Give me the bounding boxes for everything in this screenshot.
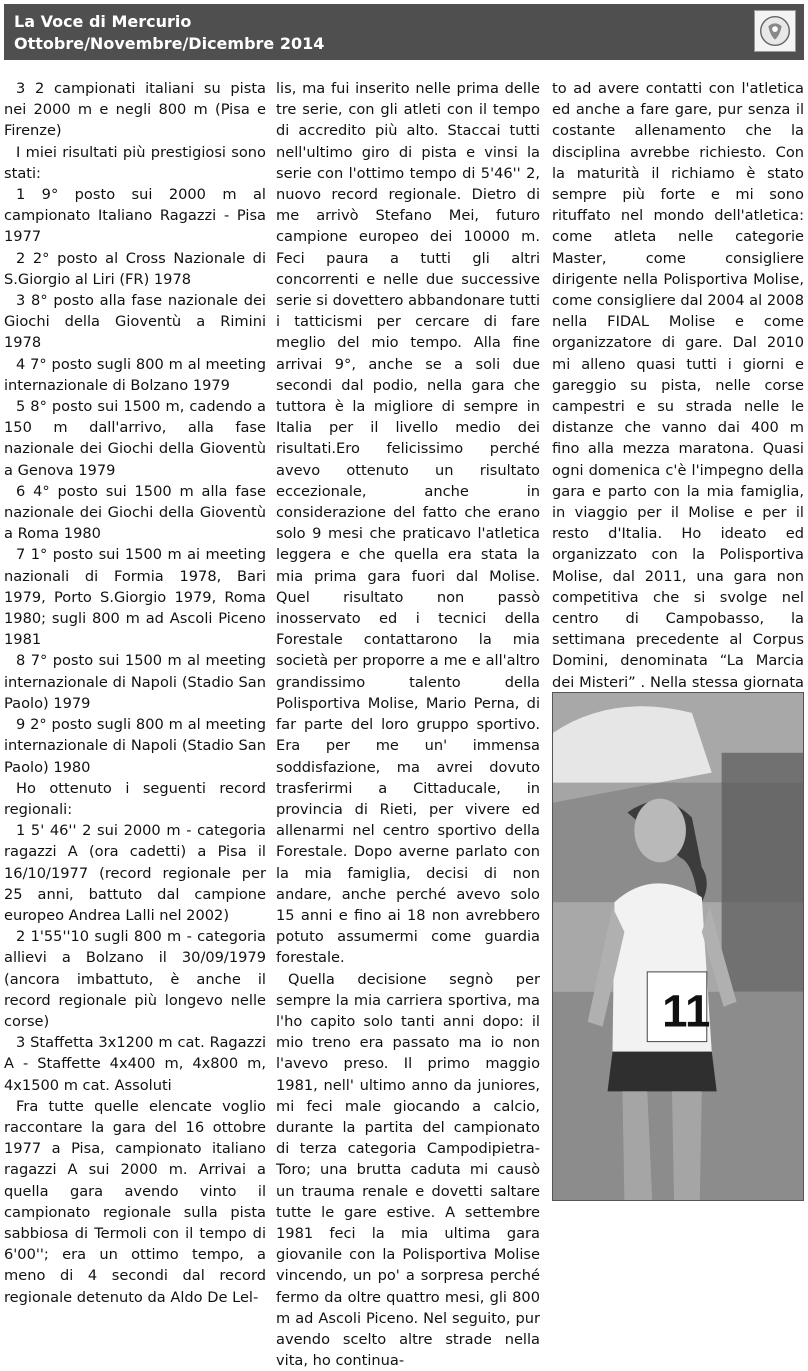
article-paragraph: to ad avere contatti con l'atletica ed anche a fare gare, pur senza il costante allenamento che la disciplina avrebbe richiesto. Con la maturità il richiamo è stato sempre più forte e mi sono rituffato nel mondo dell'atletica: come atleta nelle categorie Master, come consigliere dirigente nella Polisportiva Molise, come consigliere dal 2004 al 2008 nella FIDAL Molise e come organizzatore di gare. Dal 2010 mi alleno quasi tutti i giorni e gareggio su pista, nelle corse campestri e su strada nelle le distanze che vanno dai 400 m fino alla mezza maratona. Quasi ogni domenica c'è l'impegno della gara e parto con la mia famiglia, in viaggio per il Molise e per il resto d'Italia. Ho ideato ed organizzato con la Polisportiva Molise, dal 2011, una gara non competitiva che si svolge nel centro di Campobasso, la settimana precedente al Corpus Domini, denominata “La Marcia dei Misteri” . Nella stessa giornata: [552, 80, 804, 691]
article-paragraph: 1 9° posto sui 2000 m al campionato Italiano Ragazzi - Pisa 1977: [4, 186, 266, 246]
article-paragraph: 2 1'55''10 sugli 800 m - categoria allievi a Bolzano il 30/09/1979 (ancora imbattuto, è anche il record regionale più longevo nelle corse): [4, 928, 266, 1030]
article-paragraph: 3 8° posto alla fase nazionale dei Giochi della Gioventù a Rimini 1978: [4, 292, 266, 352]
runner-photo-icon: [552, 692, 804, 1201]
article-paragraph: 8 7° posto sui 1500 m al meeting internazionale di Napoli (Stadio San Paolo) 1979: [4, 652, 266, 712]
article-paragraph: 3 2 campionati italiani su pista nei 2000 m e negli 800 m (Pisa e Firenze): [4, 80, 266, 140]
bib-number: 11: [662, 985, 711, 1037]
article-paragraph: lis, ma fui inserito nelle prima delle tre serie, con gli atleti con il tempo di accredito più alto. Staccai tutti nell'ultimo giro di pista e vinsi la serie con l'ottimo tempo di 5'46'' 2, nuovo record regionale. Dietro di me arrivò Stefano Mei, futuro campione europeo dei 10000 m. Feci paura a tutti gli altri concorrenti e nelle due successive serie si dovettero abbandonare tutti i tatticismi per cercare di fare meglio del mio tempo. Alla fine arrivai 9°, anche se a soli due secondi dal podio, nella gara che tuttora è la migliore di sempre in Italia per il livello medio dei risultati.Ero felicissimo perché avevo ottenuto un risultato eccezionale, anche in considerazione del fatto che erano solo 9 mesi che praticavo l'atletica leggera e che quella era stata la mia prima gara fuori dal Molise. Quel risultato non passò inosservato ed i tecnici della Forestale contattarono la mia società per proporre a me e all'altro grandissimo talento della Polisportiva Molise, Mario Perna, di far parte del loro gruppo sportivo. Era per me un' immensa soddisfazione, ma avrei dovuto trasferirmi a Cittaducale, in provincia di Rieti, per vivere ed allenarmi nel centro sportivo della Forestale. Dopo averne parlato con la mia famiglia, decisi di non andare, anche perché avevo solo 15 anni e fino ai 18 non avrebbero potuto assumermi come guardia forestale.: [276, 80, 540, 967]
article-column-2: [276, 78, 540, 1371]
issue-date: Ottobre/Novembre/Dicembre 2014: [14, 34, 325, 53]
article-paragraph: I miei risultati più prestigiosi sono stati:: [4, 143, 266, 182]
article-paragraph: 6 4° posto sui 1500 m alla fase nazionale dei Giochi della Gioventù a Roma 1980: [4, 482, 266, 543]
article-paragraph: 1 5' 46'' 2 sui 2000 m - categoria ragazzi A (ora cadetti) a Pisa il 16/10/1977 (record regionale per 25 anni, battuto dal campione europeo Andrea Lalli nel 2002): [4, 822, 266, 924]
article-paragraph: Quella decisione segnò per sempre la mia carriera sportiva, ma l'ho capito solo tanti anni dopo: il mio treno era passato ma io non l'avevo preso. Il primo maggio 1981, nell' ultimo anno da juniores, mi feci male giocando a calcio, durante la partita del campionato di terza categoria Campodipietra-Toro; una brutta caduta mi causò un trauma renale e dovetti saltare tutte le gare estive. A settembre 1981 feci la mia ultima gara giovanile con la Polisportiva Molise vincendo, un po' a sorpresa perché fermo da oltre quattro mesi, gli 800 m ad Ascoli Piceno. Nel seguito, pur avendo scelto altre strade nella vita, ho continua-: [276, 970, 540, 1370]
article-paragraph: Fra tutte quelle elencate voglio raccontare la gara del 16 ottobre 1977 a Pisa, campionato italiano ragazzi A sui 2000 m. Arrivai a quella gara avendo vinto il campionato regionale sulla pista sabbiosa di Termoli con il tempo di 6'00''; era un ottimo tempo, a meno di 4 secondi dal record regionale detenuto da Aldo De Lel-: [4, 1097, 266, 1306]
article-paragraph: 3 Staffetta 3x1200 m cat. Ragazzi A - Staffette 4x400 m, 4x800 m, 4x1500 m cat. Assoluti: [4, 1034, 266, 1094]
circular-emblem-icon: [754, 10, 796, 52]
article-paragraph: 9 2° posto sugli 800 m al meeting internazionale di Napoli (Stadio San Paolo) 1980: [4, 716, 266, 776]
article-column-1: [4, 78, 266, 1308]
article-paragraph: 2 2° posto al Cross Nazionale di S.Giorgio al Liri (FR) 1978: [4, 249, 266, 288]
article-paragraph: 4 7° posto sugli 800 m al meeting internazionale di Bolzano 1979: [4, 355, 266, 394]
article-paragraph: 7 1° posto sui 1500 m ai meeting nazionali di Formia 1978, Bari 1979, Porto S.Giorgio 1979, Roma 1980; sugli 800 m ad Ascoli Piceno 1981: [4, 546, 266, 649]
article-paragraph: 5 8° posto sui 1500 m, cadendo a 150 m dall'arrivo, alla fase nazionale dei Giochi della Gioventù a Genova 1979: [4, 398, 266, 479]
magazine-title: La Voce di Mercurio: [14, 12, 192, 31]
article-paragraph: Ho ottenuto i seguenti record regionali:: [4, 779, 266, 818]
page-header: [4, 4, 804, 60]
